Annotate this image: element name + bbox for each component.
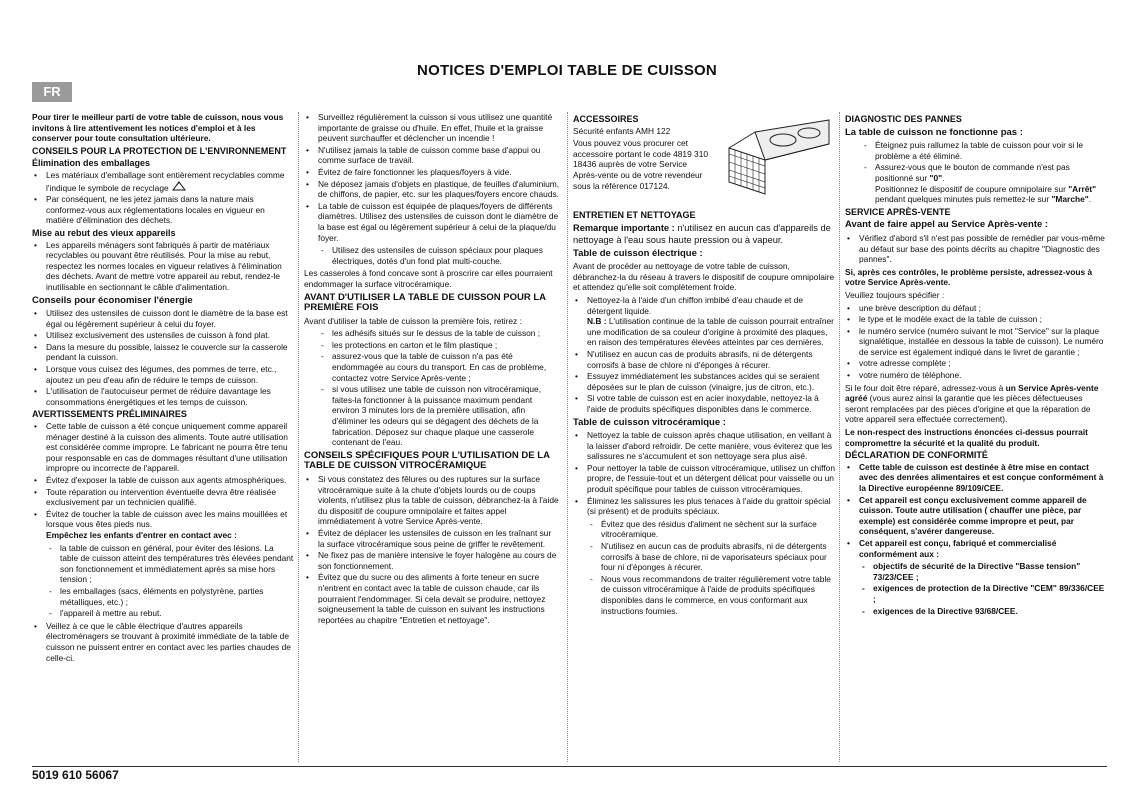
list-item: • Cette table de cuisson a été conçue uniquement comme appareil ménager destiné à la cuisson des aliments. Toute autre utilisation est considérée comme impropre. Le fabricant ne pourra être tenu pour responsable en cas de dommages résultant d'une utilisation impropre ou incorrecte de l'appareil. <box>32 421 294 474</box>
list-item: - les emballages (sacs, éléments en polystyrène, parties métalliques, etc.) ; <box>46 586 294 607</box>
list-item: - objectifs de sécurité de la Directive "Basse tension" 73/23/CEE ; <box>859 561 1107 582</box>
subsection-heading: Table de cuisson électrique : <box>573 247 703 259</box>
list-item: • Évitez d'exposer la table de cuisson aux agents atmosphériques. <box>32 475 294 486</box>
packaging-list <box>32 170 294 226</box>
specify-label: Veuillez toujours spécifier : <box>845 289 945 300</box>
list-item: • Si votre table de cuisson est en acier inoxydable, nettoyez-la à l'aide de produits spécifiques disponibles dans le commerce. <box>573 393 835 414</box>
diagnostic-list <box>861 140 1107 205</box>
section-heading: CONSEILS POUR LA PROTECTION DE L'ENVIRONNEMENT <box>32 145 287 156</box>
subsection-heading: Mise au rebut des vieux appareils <box>32 227 176 238</box>
list-item: - l'appareil à mettre au rebut. <box>46 608 294 619</box>
list-item: • Toute réparation ou intervention éventuelle devra être réalisée exclusivement par un technicien qualifié. <box>32 487 294 508</box>
list-item: • votre adresse complète ; <box>845 358 1107 369</box>
persist-note: Si, après ces contrôles, le problème persiste, adressez-vous à votre Service Après-vente. <box>845 266 1093 288</box>
list-item: • le type et le modèle exact de la table de cuisson ; <box>845 314 1107 325</box>
list-item: • Les matériaux d'emballage sont entièrement recyclables comme l'indique le symbole de recyclage <box>32 170 294 193</box>
list-item: • Surveillez régulièrement la cuisson si vous utilisez une quantité importante de graisse ou d'huile. En effet, l'huile et la graisse peuvent surchauffer et déclencher un incendie ! <box>304 112 560 144</box>
list-item: • Utilisez exclusivement des ustensiles de cuisson à fond plat. <box>32 330 294 341</box>
first-use-list <box>318 328 560 448</box>
list-item: • Les appareils ménagers sont fabriqués à partir de matériaux recyclables ou pouvant être réutilisés. Pour la mise au rebut, respectez les normes locales en vigueur relatives à l'élimination des déchets. Avant de mettre votre appareil au rebut, rendez-le inutilisable en sectionnant le câble d'alimentation. <box>32 240 294 293</box>
list-item: • Ne fixez pas de manière intensive le foyer halogène au cours de son fonctionnement. <box>304 550 560 571</box>
list-item: • Nettoyez la table de cuisson après chaque utilisation, en veillant à la laisser d'abord refroidir. De cette manière, vous éviterez que les salissures ne s'accumulent et son nettoyage sera plus aisé. <box>573 430 835 462</box>
list-item: - les adhésifs situés sur le dessus de la table de cuisson ; <box>318 328 560 339</box>
electric-list <box>573 295 835 415</box>
kids-list <box>46 543 294 619</box>
section-heading: AVERTISSEMENTS PRÉLIMINAIRES <box>32 409 187 420</box>
column-divider <box>298 112 299 762</box>
concave-note: Les casseroles à fond concave sont à proscrire car elles pourraient endommager la surface vitrocéramique. <box>304 268 553 289</box>
safety-sublist <box>318 245 560 266</box>
list-item: - exigences de protection de la Directive "CEM" 89/336/CEE ; <box>859 583 1107 604</box>
list-item: • le numéro service (numéro suivant le mot "Service" sur la plaque signalétique, installée en dessous la table de cuisson). Le numéro de service est également indiqué dans le livret de garantie ; <box>845 326 1107 358</box>
vitro-clean-list <box>573 430 835 517</box>
first-use-intro: Avant d'utiliser la table de cuisson la première fois, retirez : <box>304 315 522 326</box>
list-item: • Cette table de cuisson est destinée à être mise en contact avec des denrées alimentaires et est conçue conformément à la Directive européenne 89/109/CEE. <box>845 462 1107 494</box>
column-divider <box>839 112 840 762</box>
subsection-heading: Avant de faire appel au Service Après-vente : <box>845 219 1049 231</box>
list-item: - Éteignez puis rallumez la table de cuisson pour voir si le problème a été éliminé. <box>861 140 1107 161</box>
list-item: • Évitez de faire fonctionner les plaques/foyers à vide. <box>304 167 560 178</box>
list-item: - assurez-vous que la table de cuisson n'a pas été endommagée au cours du transport. En cas de problème, contactez votre Service Après-vente ; <box>318 351 560 383</box>
column-divider <box>567 112 568 762</box>
list-item: • Dans la mesure du possible, laissez le couvercle sur la casserole pendant la cuisson. <box>32 342 294 363</box>
section-heading: ACCESSOIRES <box>573 114 639 124</box>
service-check-list <box>845 233 1107 265</box>
list-item: • Par conséquent, ne les jetez jamais dans la nature mais conformez-vous aux réglementations locales en vigueur en matière d'élimination des déchets. <box>32 194 294 226</box>
accessories-block <box>573 114 835 208</box>
accessory-name: Sécurité enfants AMH 122 <box>573 125 671 136</box>
list-item: • Vérifiez d'abord s'il n'est pas possible de remédier par vous-même au défaut sur base des points décrits au chapitre "Diagnostic des pannes". <box>845 233 1107 265</box>
repair-note: Si le four doit être réparé, adressez-vous à un Service Après-vente agréé (vous aurez ainsi la garantie que les pièces défectueuses seront remplacées par des pièces d'origine et que la réparation de votre appareil sera effectuée correctement). <box>845 382 1099 425</box>
section-heading: ENTRETIEN ET NETTOYAGE <box>573 210 696 220</box>
list-item: - Évitez que des résidus d'aliment ne sèchent sur la surface vitrocéramique. <box>587 519 835 540</box>
intro-text: Pour tirer le meilleur parti de votre table de cuisson, nous vous invitons à lire attentivement les notices d'emploi et à les conserver pour toute consultation ultérieure. <box>32 112 284 144</box>
list-item: • Évitez de toucher la table de cuisson avec les mains mouillées et lorsque vous êtes pieds nus. Empêchez les enfants d'entrer en contact avec : <box>32 509 294 541</box>
list-item: - Nous vous recommandons de traiter régulièrement votre table de cuisson vitrocéramique à l'aide de produits spécifiques disponibles dans le commerce, en vous conformant aux instructions fournies. <box>587 574 835 616</box>
subsection-heading: Table de cuisson vitrocéramique : <box>573 416 726 428</box>
page-title: NOTICES D'EMPLOI TABLE DE CUISSON <box>417 62 717 79</box>
list-item: • Nettoyez-la à l'aide d'un chiffon imbibé d'eau chaude et de détergent liquide. N.B : L'utilisation continue de la table de cuisson pourrait entraîner une modification de sa couleur d'origine à proximité des plaques, en raison des températures élevées atteintes par ces dernières. <box>573 295 835 348</box>
list-item: - N'utilisez en aucun cas de produits abrasifs, ni de détergents corrosifs à base de chlore, ni de vaporisateurs spéciaux pour four ni d'éponges à récurer. <box>587 541 835 573</box>
column-1 <box>32 112 294 665</box>
language-badge: FR <box>32 82 72 102</box>
list-item: • L'utilisation de l'autocuiseur permet de réduire davantage les consommations énergétiques et les temps de cuisson. <box>32 386 294 407</box>
list-item: • N'utilisez en aucun cas de produits abrasifs, ni de détergents corrosifs à base de chlore ni d'éponges à récurer. <box>573 349 835 370</box>
list-item: • N'utilisez jamais la table de cuisson comme base d'appui ou comme surface de travail. <box>304 145 560 166</box>
list-item: - la table de cuisson en général, pour éviter des lésions. La table de cuisson atteint des températures très élevées pendant son fonctionnement et immédiatement après sa mise hors tension ; <box>46 543 294 585</box>
column-3 <box>573 112 835 618</box>
list-item: • Éliminez les salissures les plus tenaces à l'aide du grattoir spécial (si présent) et de produits spéciaux. <box>573 496 835 517</box>
list-item: • Essuyez immédiatement les substances acides qui se seraient déposées sur le plan de cuisson (vinaigre, jus de citron, etc.). <box>573 371 835 392</box>
list-item: - exigences de la Directive 93/68/CEE. <box>859 606 1107 617</box>
list-item: • votre numéro de téléphone. <box>845 370 1107 381</box>
section-heading: DIAGNOSTIC DES PANNES <box>845 114 962 124</box>
subsection-heading: La table de cuisson ne fonctionne pas : <box>845 126 1023 138</box>
electric-intro: Avant de procéder au nettoyage de votre table de cuisson, débranchez-la du réseau à travers le dispositif de coupure omnipolaire et attendez qu'elle soit complètement froide. <box>573 261 835 293</box>
non-respect-note: Le non-respect des instructions énoncées ci-dessus pourrait compromettre la sécurité et la qualité du produit. <box>845 427 1088 448</box>
specify-list <box>845 303 1107 381</box>
warnings-list <box>32 421 294 541</box>
column-4 <box>845 112 1107 618</box>
document-code: 5019 610 56067 <box>32 768 119 782</box>
section-heading: AVANT D'UTILISER LA TABLE DE CUISSON POUR LA PREMIÈRE FOIS <box>304 291 546 314</box>
list-item: • une brève description du défaut ; <box>845 303 1107 314</box>
energy-list <box>32 308 294 407</box>
list-item: • Cet appareil est conçu, fabriqué et commercialisé conformément aux : <box>845 538 1107 559</box>
disposal-list <box>32 240 294 293</box>
list-item: • Si vous constatez des fêlures ou des ruptures sur la surface vitrocéramique suite à la chute d'objets lourds ou de coups violents, n'utilisez plus la table de cuisson, débranchez-la à l'aide du dispositif de coupure omnipolaire et faites appel immédiatement à votre Service Après-vente. <box>304 474 560 527</box>
column-2 <box>304 112 560 627</box>
footer-divider <box>32 766 1107 767</box>
cable-list <box>32 621 294 663</box>
list-item: • La table de cuisson est équipée de plaques/foyers de différents diamètres. Utilisez des ustensiles de cuisson dont le diamètre de la base est égal ou légèrement supérieur à celui de la plaque/du foyer. <box>304 201 560 243</box>
child-safety-guard-illustration <box>725 114 833 200</box>
conformity-sublist <box>859 561 1107 616</box>
subsection-heading: Conseils pour économiser l'énergie <box>32 294 193 306</box>
list-item: • Lorsque vous cuisez des légumes, des pommes de terre, etc., ajoutez un peu d'eau afin de réduire le temps de cuisson. <box>32 364 294 385</box>
list-item: • Évitez de déplacer les ustensiles de cuisson en les traînant sur la surface vitrocéramique sous peine de griffer le revêtement. <box>304 528 560 549</box>
section-heading: DÉCLARATION DE CONFORMITÉ <box>845 450 988 461</box>
safety-list <box>304 112 560 243</box>
section-heading: SERVICE APRÈS-VENTE <box>845 206 951 217</box>
list-item: - les protections en carton et le film plastique ; <box>318 340 560 351</box>
accessory-text: Vous pouvez vous procurer cet accessoire portant le code 4819 310 18436 auprès de votre Service Après-vente ou de votre revendeur sous la référence 017124. <box>573 138 709 191</box>
list-item: • Veillez à ce que le câble électrique d'autres appareils électroménagers se trouvant à proximité immédiate de la table de cuisson ne puissent entrer en contact avec les parties chaudes de celle-ci. <box>32 621 294 663</box>
list-item: • Cet appareil est conçu exclusivement comme appareil de cuisson. Toute autre utilisation ( chauffer une pièce, par exemple) est considérée comme impropre et peut, par conséquent, s'avérer dangereuse. <box>845 495 1107 537</box>
list-item: • Utilisez des ustensiles de cuisson dont le diamètre de la base est égal ou légèrement supérieur à celui du foyer. <box>32 308 294 329</box>
section-heading: CONSEILS SPÉCIFIQUES POUR L'UTILISATION DE LA TABLE DE CUISSON VITROCÉRAMIQUE <box>304 449 550 472</box>
list-item: • Pour nettoyer la table de cuisson vitrocéramique, utilisez un chiffon propre, de l'essuie-tout et un détergent délicat pour vaisselle ou un produit spécifique pour tables de cuisson vitrocéramiques. <box>573 463 835 495</box>
subsection-heading: Élimination des emballages <box>32 158 151 169</box>
list-item: - Utilisez des ustensiles de cuisson spéciaux pour plaques électriques, dotés d'un fond plat multi-couche. <box>318 245 560 266</box>
vitro-clean-sublist <box>587 519 835 616</box>
recycle-icon <box>171 183 187 193</box>
conformity-list <box>845 462 1107 559</box>
list-item: - si vous utilisez une table de cuisson non vitrocéramique, faites-la fonctionner à la puissance maximum pendant environ 3 minutes lors de la première utilisation, afin d'éliminer les odeurs qui se dégagent des déchets de la fabrication. Déposez sur chaque plaque une casserole contenant de l'eau. <box>318 384 560 448</box>
important-note: Remarque importante : n'utilisez en aucun cas d'appareils de nettoyage à l'eau sous haute pression ou à vapeur. <box>573 222 831 245</box>
list-item: • Ne déposez jamais d'objets en plastique, de feuilles d'aluminium, de chiffons, de papier, etc. sur les plaques/foyers encore chauds. <box>304 179 560 200</box>
vitro-list <box>304 474 560 625</box>
list-item: • Évitez que du sucre ou des aliments à forte teneur en sucre n'entrent en contact avec la table de cuisson chaude, car ils pourraient l'endommager. Si cela devait se produire, nettoyez soigneusement la table de cuisson en suivant les instructions reportées au chapitre "Entretien et nettoyage". <box>304 572 560 625</box>
list-item: - Assurez-vous que le bouton de commande n'est pas positionné sur "0". Positionnez le dispositif de coupure omnipolaire sur "Arrêt" pendant quelques minutes puis remettez-le sur "Marche". <box>861 162 1107 204</box>
kids-title: Empêchez les enfants d'entrer en contact avec : <box>46 529 237 540</box>
